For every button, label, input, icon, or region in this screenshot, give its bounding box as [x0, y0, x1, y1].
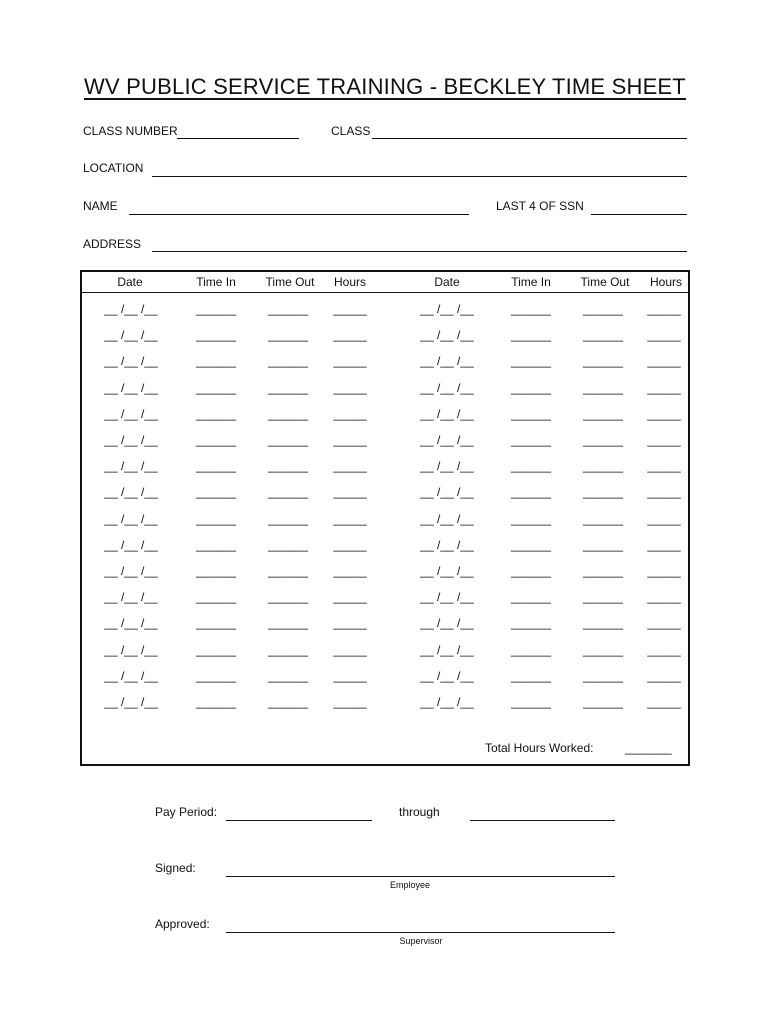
date-blank-2[interactable]: __ /__ /__	[420, 328, 474, 343]
hours-blank-2[interactable]: _____	[647, 328, 681, 343]
through-label: through	[399, 805, 440, 819]
hours-blank-2[interactable]: _____	[647, 537, 681, 552]
date-blank[interactable]: __ /__ /__	[104, 302, 158, 316]
time-out-blank-2[interactable]: ______	[582, 616, 624, 631]
time-out-blank[interactable]: ______	[267, 668, 309, 683]
time-in-blank[interactable]: ______	[195, 590, 237, 605]
date-blank-2[interactable]: __ /__ /__	[420, 564, 474, 578]
time-in-blank[interactable]: ______	[195, 302, 237, 316]
date-blank-2[interactable]: __ /__ /__	[420, 537, 474, 552]
date-blank[interactable]: __ /__ /__	[104, 485, 158, 500]
time-in-blank-2[interactable]: ______	[510, 564, 552, 578]
time-out-blank-2[interactable]: ______	[582, 590, 624, 605]
hours-blank[interactable]: _____	[333, 642, 367, 657]
time-out-blank-2[interactable]: ______	[582, 406, 624, 421]
date-blank[interactable]: __ /__ /__	[104, 354, 158, 369]
time-in-blank[interactable]: ______	[195, 564, 237, 578]
date-blank[interactable]: __ /__ /__	[104, 668, 158, 683]
location-label: LOCATION	[83, 161, 144, 175]
time-out-blank-2[interactable]: ______	[582, 695, 624, 709]
hours-blank-2[interactable]: _____	[647, 485, 681, 500]
hours-blank[interactable]: _____	[333, 616, 367, 631]
date-blank[interactable]: __ /__ /__	[104, 642, 158, 657]
time-in-blank[interactable]: ______	[195, 406, 237, 421]
signed-label: Signed:	[155, 861, 196, 875]
table-header-divider	[82, 292, 688, 293]
hours-blank-2[interactable]: _____	[647, 511, 681, 526]
time-in-blank[interactable]: ______	[195, 511, 237, 526]
class-field[interactable]	[372, 138, 687, 139]
date-blank[interactable]: __ /__ /__	[104, 433, 158, 447]
employee-caption: Employee	[389, 880, 431, 890]
hours-blank[interactable]: _____	[333, 537, 367, 552]
time-in-blank[interactable]: ______	[195, 537, 237, 552]
time-out-blank-2[interactable]: ______	[582, 511, 624, 526]
hours-blank[interactable]: _____	[333, 380, 367, 395]
time-in-blank-2[interactable]: ______	[510, 511, 552, 526]
hours-blank[interactable]: _____	[333, 354, 367, 369]
time-in-blank-2[interactable]: ______	[510, 485, 552, 500]
hours-blank[interactable]: _____	[333, 433, 367, 447]
time-out-blank-2[interactable]: ______	[582, 564, 624, 578]
hours-blank-2[interactable]: _____	[647, 406, 681, 421]
time-in-blank-2[interactable]: ______	[510, 302, 552, 316]
total-hours-field[interactable]: _______	[625, 741, 672, 755]
time-in-blank[interactable]: ______	[195, 433, 237, 447]
date-blank-2[interactable]: __ /__ /__	[420, 695, 474, 709]
hours-blank[interactable]: _____	[333, 406, 367, 421]
date-blank[interactable]: __ /__ /__	[104, 590, 158, 605]
pay-period-end-field[interactable]	[470, 820, 615, 821]
time-out-blank-2[interactable]: ______	[582, 302, 624, 316]
time-in-blank[interactable]: ______	[195, 668, 237, 683]
time-out-blank[interactable]: ______	[267, 302, 309, 316]
date-blank-2[interactable]: __ /__ /__	[420, 668, 474, 683]
address-label: ADDRESS	[83, 237, 142, 251]
hours-blank[interactable]: _____	[333, 459, 367, 474]
date-blank-2[interactable]: __ /__ /__	[420, 511, 474, 526]
header-hours-2: Hours	[649, 275, 682, 289]
page-title: WV PUBLIC SERVICE TRAINING - BECKLEY TIME SHEET	[84, 74, 686, 99]
time-in-blank-2[interactable]: ______	[510, 668, 552, 683]
hours-blank[interactable]: _____	[333, 564, 367, 578]
class-number-label: CLASS NUMBER	[83, 124, 178, 138]
time-in-blank[interactable]: ______	[195, 642, 237, 657]
date-blank[interactable]: __ /__ /__	[104, 564, 158, 578]
class-label: CLASS	[331, 124, 371, 138]
time-in-blank[interactable]: ______	[195, 616, 237, 631]
date-blank-2[interactable]: __ /__ /__	[420, 380, 474, 395]
ssn-label: LAST 4 OF SSN	[496, 199, 584, 213]
pay-period-start-field[interactable]	[226, 820, 372, 821]
time-out-blank[interactable]: ______	[267, 354, 309, 369]
time-out-blank[interactable]: ______	[267, 564, 309, 578]
name-field[interactable]	[129, 214, 469, 215]
hours-blank-2[interactable]: _____	[647, 380, 681, 395]
time-out-blank[interactable]: ______	[267, 511, 309, 526]
hours-blank-2[interactable]: _____	[647, 459, 681, 474]
supervisor-caption: Supervisor	[399, 936, 443, 946]
ssn-field[interactable]	[591, 214, 687, 215]
date-blank-2[interactable]: __ /__ /__	[420, 433, 474, 447]
time-in-blank-2[interactable]: ______	[510, 590, 552, 605]
date-blank-2[interactable]: __ /__ /__	[420, 354, 474, 369]
employee-signature-field[interactable]	[226, 876, 615, 877]
hours-blank[interactable]: _____	[333, 302, 367, 316]
location-field[interactable]	[152, 176, 687, 177]
total-hours-label: Total Hours Worked:	[485, 741, 594, 755]
time-out-blank[interactable]: ______	[267, 485, 309, 500]
supervisor-signature-field[interactable]	[226, 932, 615, 933]
time-in-blank-2[interactable]: ______	[510, 354, 552, 369]
time-in-blank-2[interactable]: ______	[510, 459, 552, 474]
name-label: NAME	[83, 199, 118, 213]
time-in-blank-2[interactable]: ______	[510, 406, 552, 421]
time-out-blank[interactable]: ______	[267, 328, 309, 343]
hours-blank-2[interactable]: _____	[647, 642, 681, 657]
hours-blank-2[interactable]: _____	[647, 354, 681, 369]
hours-blank-2[interactable]: _____	[647, 564, 681, 578]
hours-blank-2[interactable]: _____	[647, 302, 681, 316]
header-date-2: Date	[434, 275, 460, 289]
time-out-blank-2[interactable]: ______	[582, 328, 624, 343]
time-out-blank-2[interactable]: ______	[582, 642, 624, 657]
time-out-blank[interactable]: ______	[267, 537, 309, 552]
date-blank[interactable]: __ /__ /__	[104, 511, 158, 526]
header-time-in: Time In	[196, 275, 236, 289]
time-in-blank[interactable]: ______	[195, 354, 237, 369]
hours-blank-2[interactable]: _____	[647, 668, 681, 683]
time-out-blank[interactable]: ______	[267, 642, 309, 657]
date-blank[interactable]: __ /__ /__	[104, 616, 158, 631]
date-blank-2[interactable]: __ /__ /__	[420, 642, 474, 657]
date-blank[interactable]: __ /__ /__	[104, 380, 158, 395]
time-in-blank[interactable]: ______	[195, 695, 237, 709]
time-out-blank[interactable]: ______	[267, 380, 309, 395]
header-time-out-2: Time Out	[580, 275, 630, 289]
hours-blank[interactable]: _____	[333, 590, 367, 605]
time-out-blank[interactable]: ______	[267, 616, 309, 631]
hours-blank-2[interactable]: _____	[647, 695, 681, 709]
time-out-blank[interactable]: ______	[267, 406, 309, 421]
hours-blank-2[interactable]: _____	[647, 616, 681, 631]
hours-blank[interactable]: _____	[333, 328, 367, 343]
date-blank[interactable]: __ /__ /__	[104, 406, 158, 421]
date-blank-2[interactable]: __ /__ /__	[420, 590, 474, 605]
hours-blank-2[interactable]: _____	[647, 590, 681, 605]
date-blank[interactable]: __ /__ /__	[104, 459, 158, 474]
header-date: Date	[117, 275, 143, 289]
time-out-blank-2[interactable]: ______	[582, 485, 624, 500]
address-field[interactable]	[152, 251, 687, 252]
time-out-blank-2[interactable]: ______	[582, 354, 624, 369]
approved-label: Approved:	[155, 917, 210, 931]
hours-blank[interactable]: _____	[333, 511, 367, 526]
time-in-blank-2[interactable]: ______	[510, 642, 552, 657]
date-blank[interactable]: __ /__ /__	[104, 328, 158, 343]
header-time-out: Time Out	[265, 275, 315, 289]
time-out-blank[interactable]: ______	[267, 590, 309, 605]
time-out-blank-2[interactable]: ______	[582, 380, 624, 395]
date-blank[interactable]: __ /__ /__	[104, 537, 158, 552]
date-blank-2[interactable]: __ /__ /__	[420, 406, 474, 421]
timesheet-table	[80, 270, 690, 766]
time-in-blank[interactable]: ______	[195, 485, 237, 500]
time-out-blank[interactable]: ______	[267, 459, 309, 474]
time-out-blank[interactable]: ______	[267, 433, 309, 447]
time-in-blank[interactable]: ______	[195, 380, 237, 395]
time-in-blank[interactable]: ______	[195, 459, 237, 474]
hours-blank[interactable]: _____	[333, 695, 367, 709]
hours-blank-2[interactable]: _____	[647, 433, 681, 447]
time-out-blank-2[interactable]: ______	[582, 668, 624, 683]
date-blank-2[interactable]: __ /__ /__	[420, 459, 474, 474]
time-in-blank-2[interactable]: ______	[510, 328, 552, 343]
time-in-blank-2[interactable]: ______	[510, 537, 552, 552]
hours-blank[interactable]: _____	[333, 485, 367, 500]
time-out-blank-2[interactable]: ______	[582, 433, 624, 447]
date-blank-2[interactable]: __ /__ /__	[420, 616, 474, 631]
time-in-blank-2[interactable]: ______	[510, 695, 552, 709]
time-in-blank-2[interactable]: ______	[510, 380, 552, 395]
pay-period-label: Pay Period:	[155, 805, 218, 819]
time-in-blank[interactable]: ______	[195, 328, 237, 343]
time-out-blank-2[interactable]: ______	[582, 459, 624, 474]
date-blank-2[interactable]: __ /__ /__	[420, 302, 474, 316]
time-out-blank[interactable]: ______	[267, 695, 309, 709]
date-blank-2[interactable]: __ /__ /__	[420, 485, 474, 500]
header-time-in-2: Time In	[511, 275, 551, 289]
time-in-blank-2[interactable]: ______	[510, 433, 552, 447]
time-in-blank-2[interactable]: ______	[510, 616, 552, 631]
time-out-blank-2[interactable]: ______	[582, 537, 624, 552]
class-number-field[interactable]	[177, 138, 299, 139]
hours-blank[interactable]: _____	[333, 668, 367, 683]
header-hours: Hours	[333, 275, 366, 289]
date-blank[interactable]: __ /__ /__	[104, 695, 158, 709]
